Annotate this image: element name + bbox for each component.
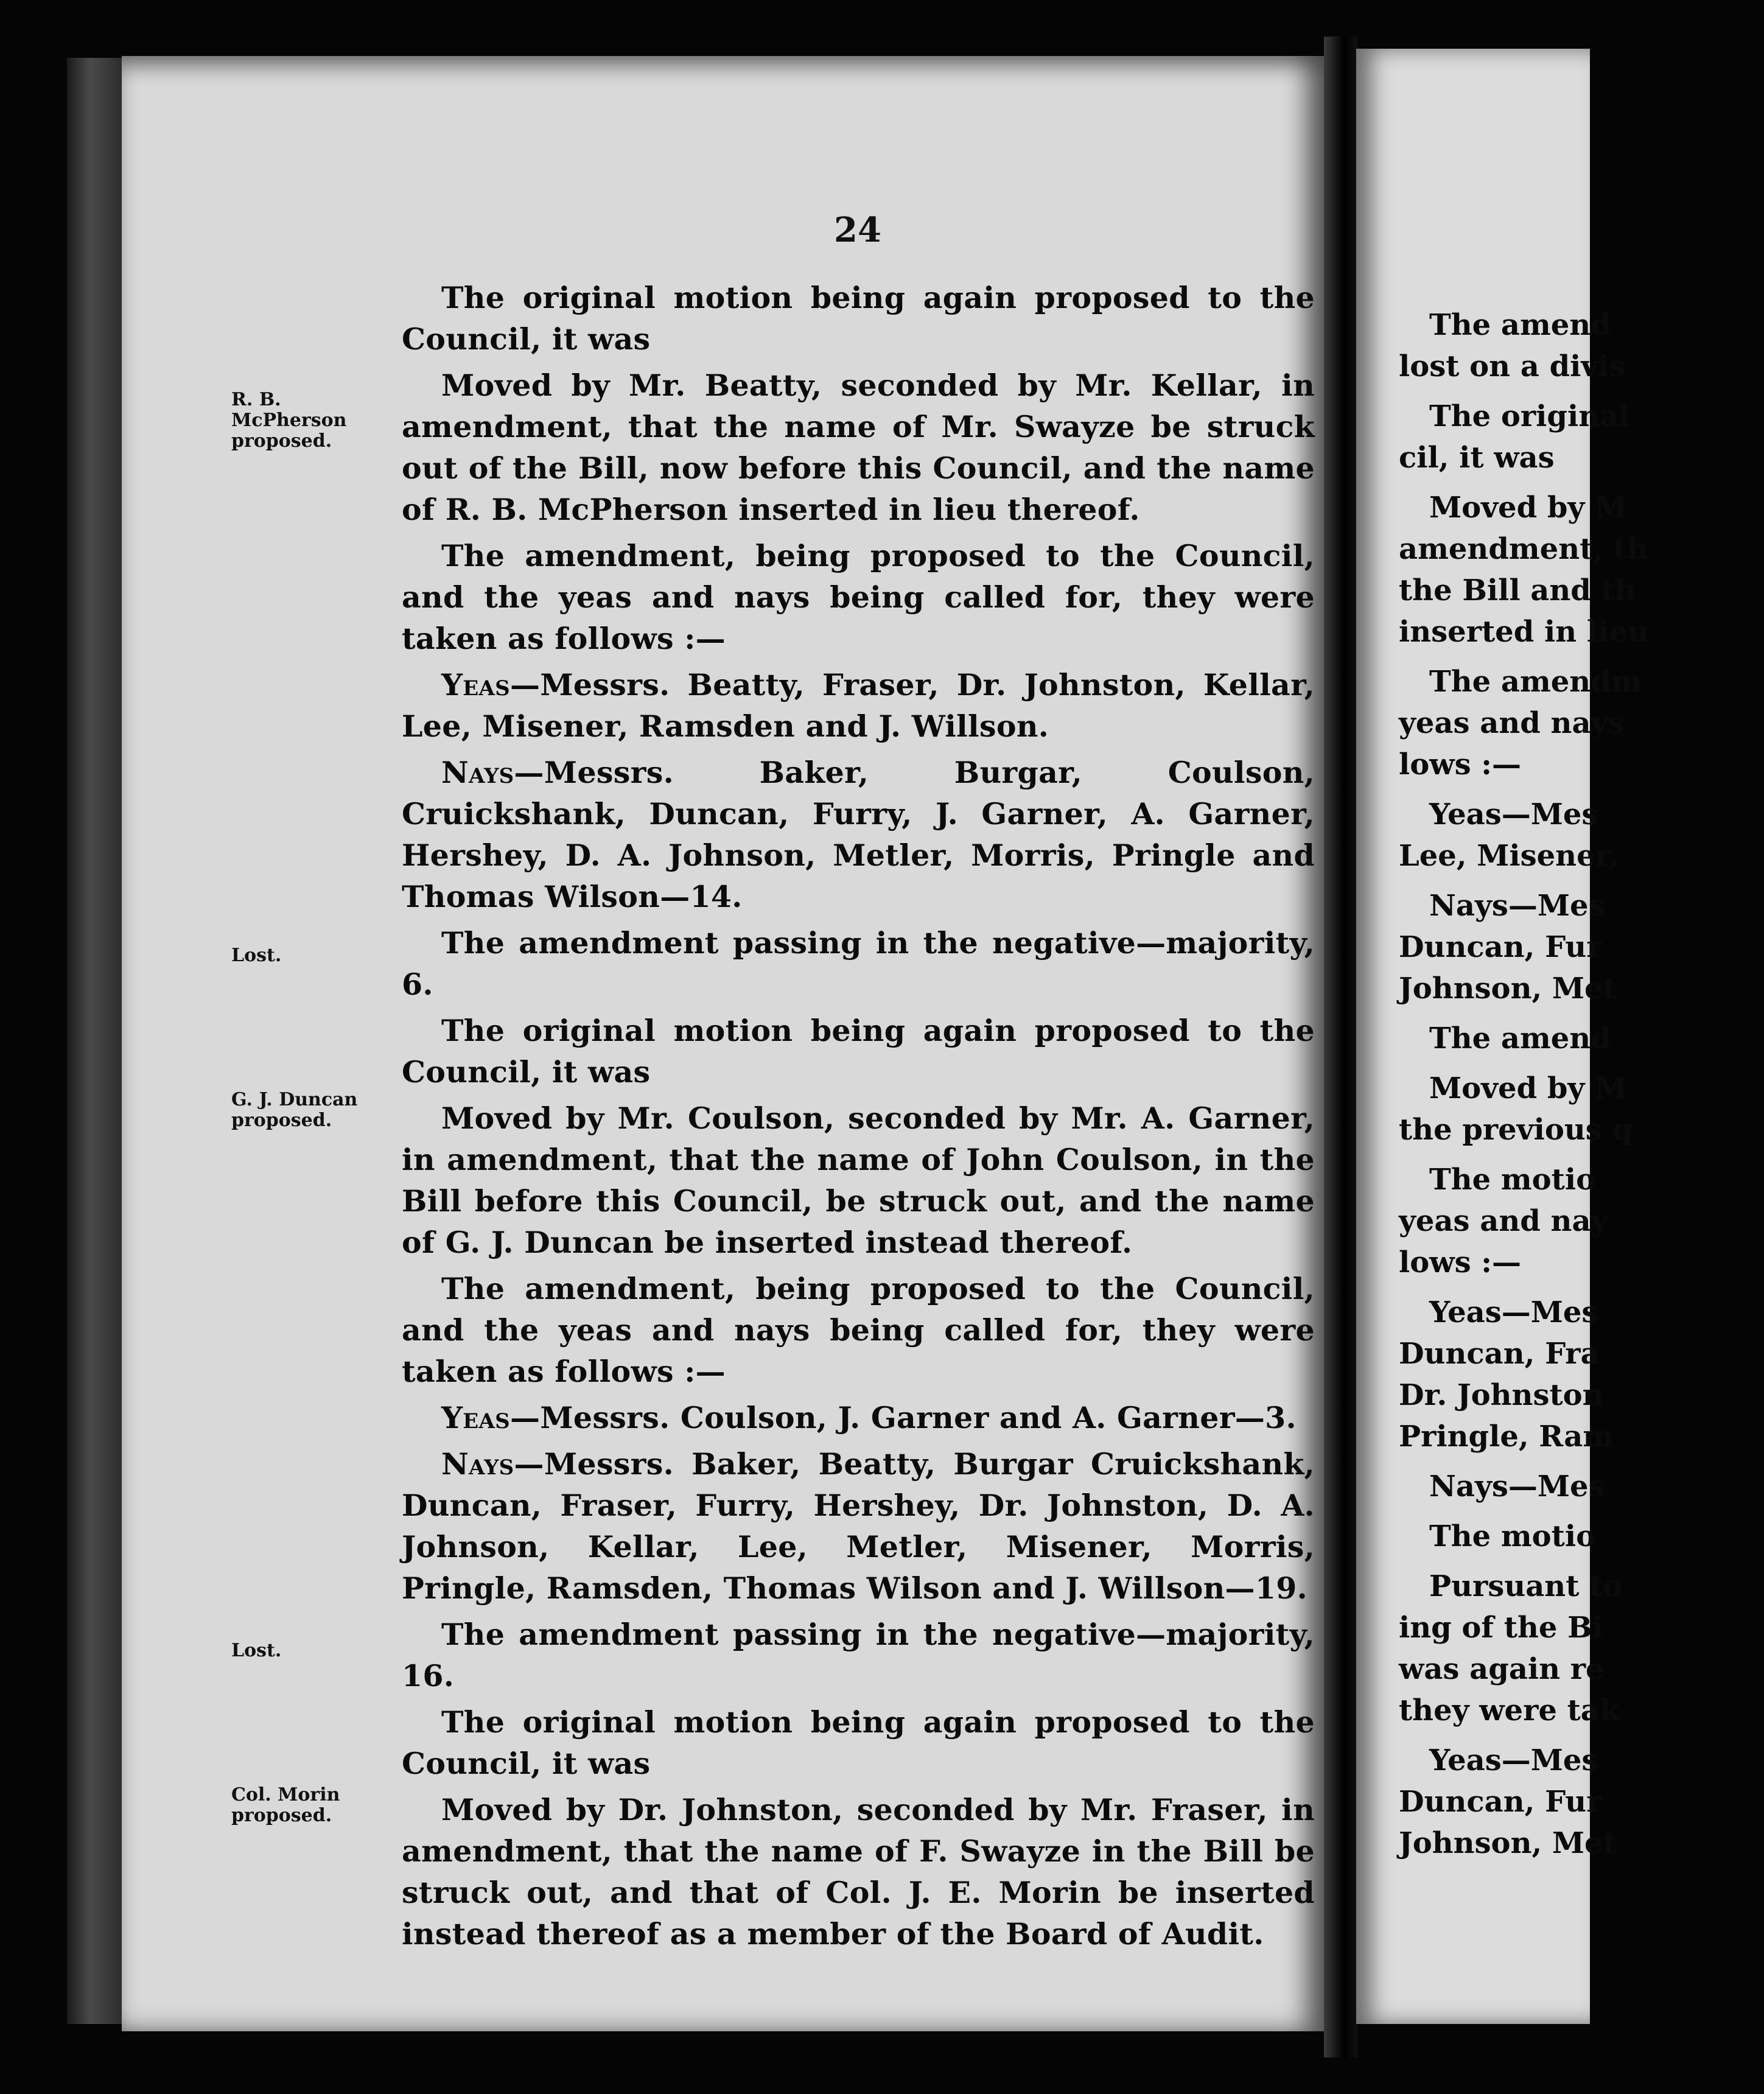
facing-line: lows :— [1399, 748, 1522, 782]
facing-line: Yeas—Mes [1429, 1743, 1598, 1777]
facing-line: the Bill and th [1399, 573, 1636, 608]
facing-line: yeas and nays [1399, 706, 1625, 740]
margin-note-duncan: G. J. Duncan proposed. [231, 1089, 358, 1131]
facing-line: inserted in lieu [1399, 615, 1649, 649]
page-number: 24 [834, 210, 881, 250]
facing-line: they were tak [1399, 1693, 1620, 1728]
facing-page-text [1399, 304, 1764, 1864]
nays-list-2: —Messrs. Baker, Beatty, Burgar Cruickshank, Duncan, Fraser, Furry, Hershey, Dr. Johnston, D. A. Johnson, Kellar, Lee, Metler, Misener, Morris, Pringle, Ramsden, Thomas Wilson and J. Willson—19. [402, 1446, 1315, 1606]
facing-line: Pursuant to [1429, 1569, 1623, 1603]
margin-note-lost-1: Lost. [231, 945, 282, 966]
book-gutter [1324, 37, 1357, 2057]
margin-note-morin: Col. Morin proposed. [231, 1784, 340, 1826]
nays-paragraph-2 [402, 1443, 1315, 1609]
facing-line: Lee, Misener, [1399, 839, 1619, 873]
facing-line: Johnson, Met [1399, 1826, 1617, 1860]
nays-label: Nays [441, 755, 514, 790]
facing-line: The motio [1429, 1519, 1596, 1553]
facing-line: Duncan, Fur [1399, 1785, 1602, 1819]
facing-line: lost on a divis [1399, 349, 1626, 383]
facing-line: Johnson, Met [1399, 972, 1617, 1006]
facing-line: Pringle, Ram [1399, 1420, 1614, 1454]
facing-line: Moved by M [1429, 491, 1628, 525]
yeas-label: Yeas [441, 1400, 511, 1435]
paragraph-1: The original motion being again proposed to the Council, it was [402, 280, 1315, 357]
facing-line: Duncan, Fra [1399, 1337, 1600, 1371]
facing-line: Yeas—Mes [1429, 797, 1598, 832]
facing-line: The amendm [1429, 665, 1642, 699]
paragraph-14: Moved by Dr. Johnston, seconded by Mr. Fraser, in amendment, that the name of F. Swayze in the Bill be struck out, and that of Col. J. E. Morin be inserted instead thereof as a member of the Board of Audit. [402, 1792, 1315, 1952]
paragraph-12: The amendment passing in the negative—majority, 16. [402, 1617, 1315, 1693]
facing-line: The amend [1429, 1021, 1611, 1056]
facing-line: The original [1429, 399, 1630, 433]
facing-line: Dr. Johnston [1399, 1378, 1604, 1412]
paragraph-9: The amendment, being proposed to the Council, and the yeas and nays being called for, they were taken as follows :— [402, 1271, 1315, 1389]
paragraph-13: The original motion being again proposed to the Council, it was [402, 1704, 1315, 1781]
facing-line: lows :— [1399, 1245, 1522, 1280]
facing-page [1356, 49, 1649, 2024]
facing-line: Duncan, Fur [1399, 930, 1602, 964]
yeas-paragraph-2 [402, 1397, 1315, 1438]
margin-note-lost-2: Lost. [231, 1640, 282, 1661]
yeas-paragraph-1 [402, 664, 1315, 747]
paragraph-7: The original motion being again proposed to the Council, it was [402, 1013, 1315, 1090]
page-body [402, 277, 1315, 1959]
book-spine-shadow [67, 58, 125, 2024]
yeas-label: Yeas [441, 667, 511, 702]
paragraph-8: Moved by Mr. Coulson, seconded by Mr. A. Garner, in amendment, that the name of John Coulson, in the Bill before this Council, be struck out, and the name of G. J. Duncan be inserted instead thereof. [402, 1101, 1315, 1260]
yeas-list-1: —Messrs. Beatty, Fraser, Dr. Johnston, Kellar, Lee, Misener, Ramsden and J. Willson. [402, 667, 1315, 744]
facing-line: cil, it was [1399, 441, 1555, 475]
paragraph-3: The amendment, being proposed to the Council, and the yeas and nays being called for, they were taken as follows :— [402, 538, 1315, 656]
facing-line: amendment, th [1399, 532, 1648, 566]
facing-line: Yeas—Mes [1429, 1295, 1598, 1329]
facing-line: Moved by M [1429, 1071, 1628, 1105]
paragraph-6: The amendment passing in the negative—majority, 6. [402, 925, 1315, 1002]
facing-line: Nays—Mes [1429, 1469, 1605, 1504]
facing-line: The amend [1429, 308, 1611, 342]
facing-line: ing of the Bi [1399, 1611, 1603, 1645]
facing-line: The motio [1429, 1163, 1596, 1197]
nays-paragraph-1 [402, 752, 1315, 917]
facing-line: was again re [1399, 1652, 1605, 1686]
facing-line: Nays—Mes [1429, 889, 1605, 923]
yeas-list-2: —Messrs. Coulson, J. Garner and A. Garner—3. [510, 1400, 1297, 1435]
facing-line: yeas and nay [1399, 1204, 1608, 1238]
nays-label: Nays [441, 1446, 514, 1482]
facing-line: the previous q [1399, 1113, 1633, 1147]
nays-list-1: —Messrs. Baker, Burgar, Coulson, Cruickshank, Duncan, Furry, J. Garner, A. Garner, Hershey, D. A. Johnson, Metler, Morris, Pringle and Thomas Wilson—14. [402, 755, 1315, 914]
paragraph-2: Moved by Mr. Beatty, seconded by Mr. Kellar, in amendment, that the name of Mr. Swayze be struck out of the Bill, now before this Council, and the name of R. B. McPherson inserted in lieu thereof. [402, 368, 1315, 527]
margin-note-mcpherson: R. B. McPherson proposed. [231, 389, 347, 452]
